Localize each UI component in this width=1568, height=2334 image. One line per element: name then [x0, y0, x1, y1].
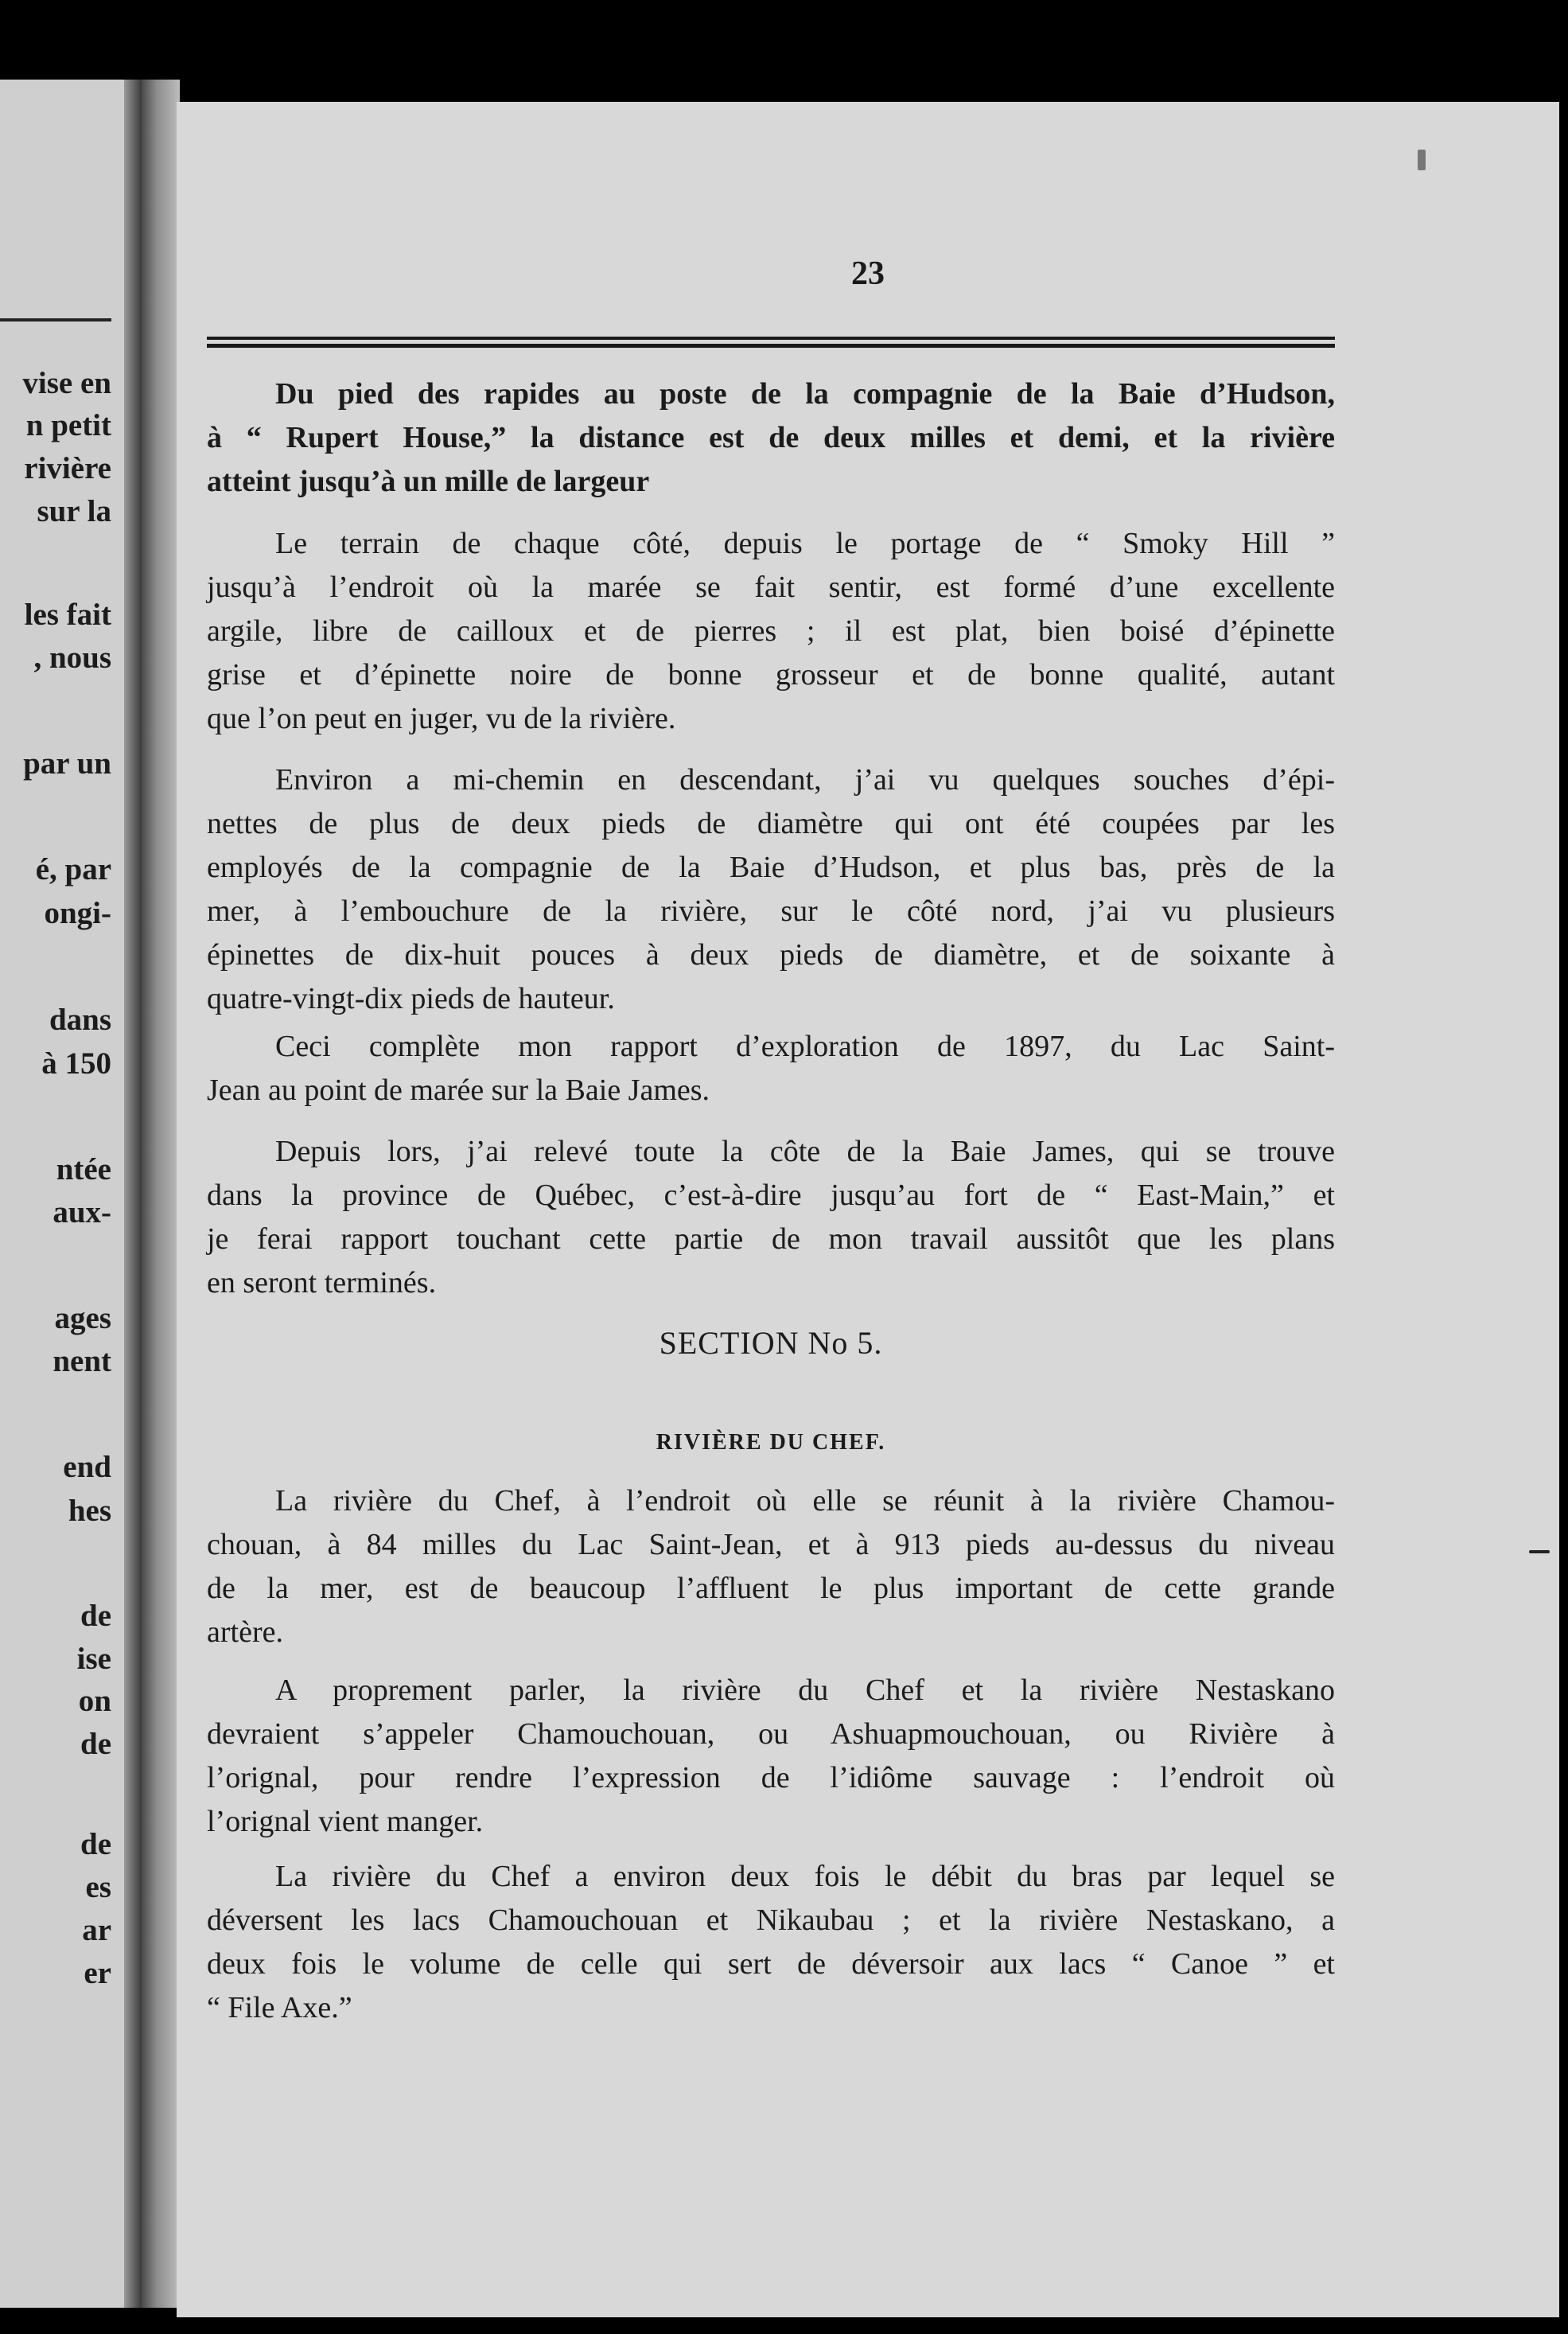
left-facing-page: [0, 80, 142, 2308]
text-line: à “ Rupert House,” la distance est de deux milles et demi, et la rivière: [207, 421, 1335, 454]
left-page-fragment: end: [63, 1450, 111, 1484]
scan-bottom-edge: [0, 2317, 1568, 2334]
text-line: deux fois le volume de celle qui sert de déversoir aux lacs “ Canoe ” et: [207, 1947, 1335, 1981]
left-page-fragment: de: [80, 1727, 111, 1761]
left-page-header-rule: [0, 318, 111, 321]
section-heading: SECTION No 5.: [659, 1325, 883, 1361]
scan-speck: [1418, 150, 1426, 170]
text-line: quatre-vingt-dix pieds de hauteur.: [207, 982, 615, 1015]
scan-speck: [1529, 1550, 1550, 1553]
text-line: argile, libre de cailloux et de pierres ; il est plat, bien boisé d’épinette: [207, 614, 1335, 648]
left-page-fragment: n petit: [25, 408, 111, 442]
text-line: grise et d’épinette noire de bonne grosseur et de bonne qualité, autant: [207, 658, 1335, 692]
left-page-fragment: dans: [49, 1003, 111, 1037]
left-page-fragment: aux-: [53, 1195, 111, 1229]
left-page-fragment: , nous: [33, 641, 111, 675]
text-line: atteint jusqu’à un mille de largeur: [207, 465, 650, 498]
text-line: dans la province de Québec, c’est-à-dire jusqu’au fort de “ East-Main,” et: [207, 1179, 1335, 1212]
text-line: chouan, à 84 milles du Lac Saint-Jean, et à 913 pieds au-dessus du niveau: [207, 1528, 1335, 1561]
text-line: je ferai rapport touchant cette partie de mon travail aussitôt que les plans: [207, 1222, 1335, 1256]
paragraph: [207, 1479, 1335, 1654]
left-page-fragment: rivière: [24, 451, 111, 485]
text-line: Jean au point de marée sur la Baie James.: [207, 1073, 710, 1107]
paragraph: [207, 1025, 1335, 1112]
left-page-fragment: ar: [82, 1913, 111, 1947]
text-line: l’orignal, pour rendre l’expression de l’idiôme sauvage : l’endroit où: [207, 1761, 1335, 1794]
book-spine-shadow: [142, 80, 180, 2308]
left-page-fragment: ages: [54, 1301, 111, 1335]
main-page: [177, 102, 1559, 2322]
text-line: de la mer, est de beaucoup l’affluent le plus important de cette grande: [207, 1572, 1335, 1605]
text-line: employés de la compagnie de la Baie d’Hudson, et plus bas, près de la: [207, 851, 1335, 884]
section-subtitle: RIVIÈRE DU CHEF.: [656, 1430, 886, 1455]
text-line: déversent les lacs Chamouchouan et Nikaubau ; et la rivière Nestaskano, a: [207, 1903, 1335, 1937]
text-line: Le terrain de chaque côté, depuis le portage de “ Smoky Hill ”: [275, 527, 1335, 560]
text-line: Du pied des rapides au poste de la compagnie de la Baie d’Hudson,: [275, 377, 1335, 411]
left-page-gutter-shadow: [124, 80, 142, 2308]
text-line: A proprement parler, la rivière du Chef et la rivière Nestaskano: [275, 1674, 1335, 1707]
text-line: devraient s’appeler Chamouchouan, ou Ashuapmouchouan, ou Rivière à: [207, 1717, 1335, 1751]
text-line: artère.: [207, 1615, 283, 1649]
text-line: “ File Axe.”: [207, 1991, 352, 2024]
text-line: épinettes de dix-huit pouces à deux pieds de diamètre, et de soixante à: [207, 938, 1335, 972]
left-page-fragment: ise: [76, 1642, 111, 1676]
left-page-fragment: de: [80, 1599, 111, 1633]
left-page-fragment: ntée: [56, 1152, 111, 1186]
left-page-fragment: les fait: [24, 598, 111, 632]
left-page-fragment: sur la: [37, 494, 111, 528]
left-page-fragment: es: [85, 1870, 111, 1904]
paragraph: [207, 758, 1335, 1021]
text-line: Environ a mi-chemin en descendant, j’ai vu quelques souches d’épi-: [275, 763, 1335, 797]
left-page-fragment: de: [80, 1827, 111, 1861]
left-page-fragment: er: [84, 1956, 111, 1990]
page-number: 23: [851, 255, 885, 292]
left-page-fragment: nent: [53, 1344, 111, 1378]
left-page-fragment: par un: [23, 746, 111, 781]
text-line: La rivière du Chef a environ deux fois le débit du bras par lequel se: [275, 1860, 1335, 1893]
text-line: mer, à l’embouchure de la rivière, sur le côté nord, j’ai vu plusieurs: [207, 894, 1335, 928]
paragraph: [207, 522, 1335, 741]
paragraph: [207, 1855, 1335, 2030]
paragraph: [207, 1669, 1335, 1844]
text-line: Ceci complète mon rapport d’exploration de 1897, du Lac Saint-: [275, 1030, 1335, 1063]
left-page-fragment: é, par: [35, 852, 111, 886]
text-line: La rivière du Chef, à l’endroit où elle se réunit à la rivière Chamou-: [275, 1484, 1335, 1518]
left-page-fragment: ongi-: [44, 896, 111, 930]
paragraph: [207, 372, 1335, 504]
text-line: jusqu’à l’endroit où la marée se fait sentir, est formé d’une excellente: [207, 571, 1335, 604]
left-page-fragment: on: [78, 1684, 111, 1718]
left-page-fragment: vise en: [22, 366, 111, 400]
text-line: en seront terminés.: [207, 1266, 437, 1299]
header-double-rule: [207, 337, 1335, 348]
left-page-fragment: hes: [68, 1494, 111, 1528]
text-line: Depuis lors, j’ai relevé toute la côte de la Baie James, qui se trouve: [275, 1135, 1335, 1168]
text-line: que l’on peut en juger, vu de la rivière.: [207, 702, 676, 735]
paragraph: [207, 1130, 1335, 1305]
left-page-fragment: à 150: [41, 1046, 111, 1081]
text-line: nettes de plus de deux pieds de diamètre qui ont été coupées par les: [207, 807, 1335, 840]
text-line: l’orignal vient manger.: [207, 1805, 484, 1838]
